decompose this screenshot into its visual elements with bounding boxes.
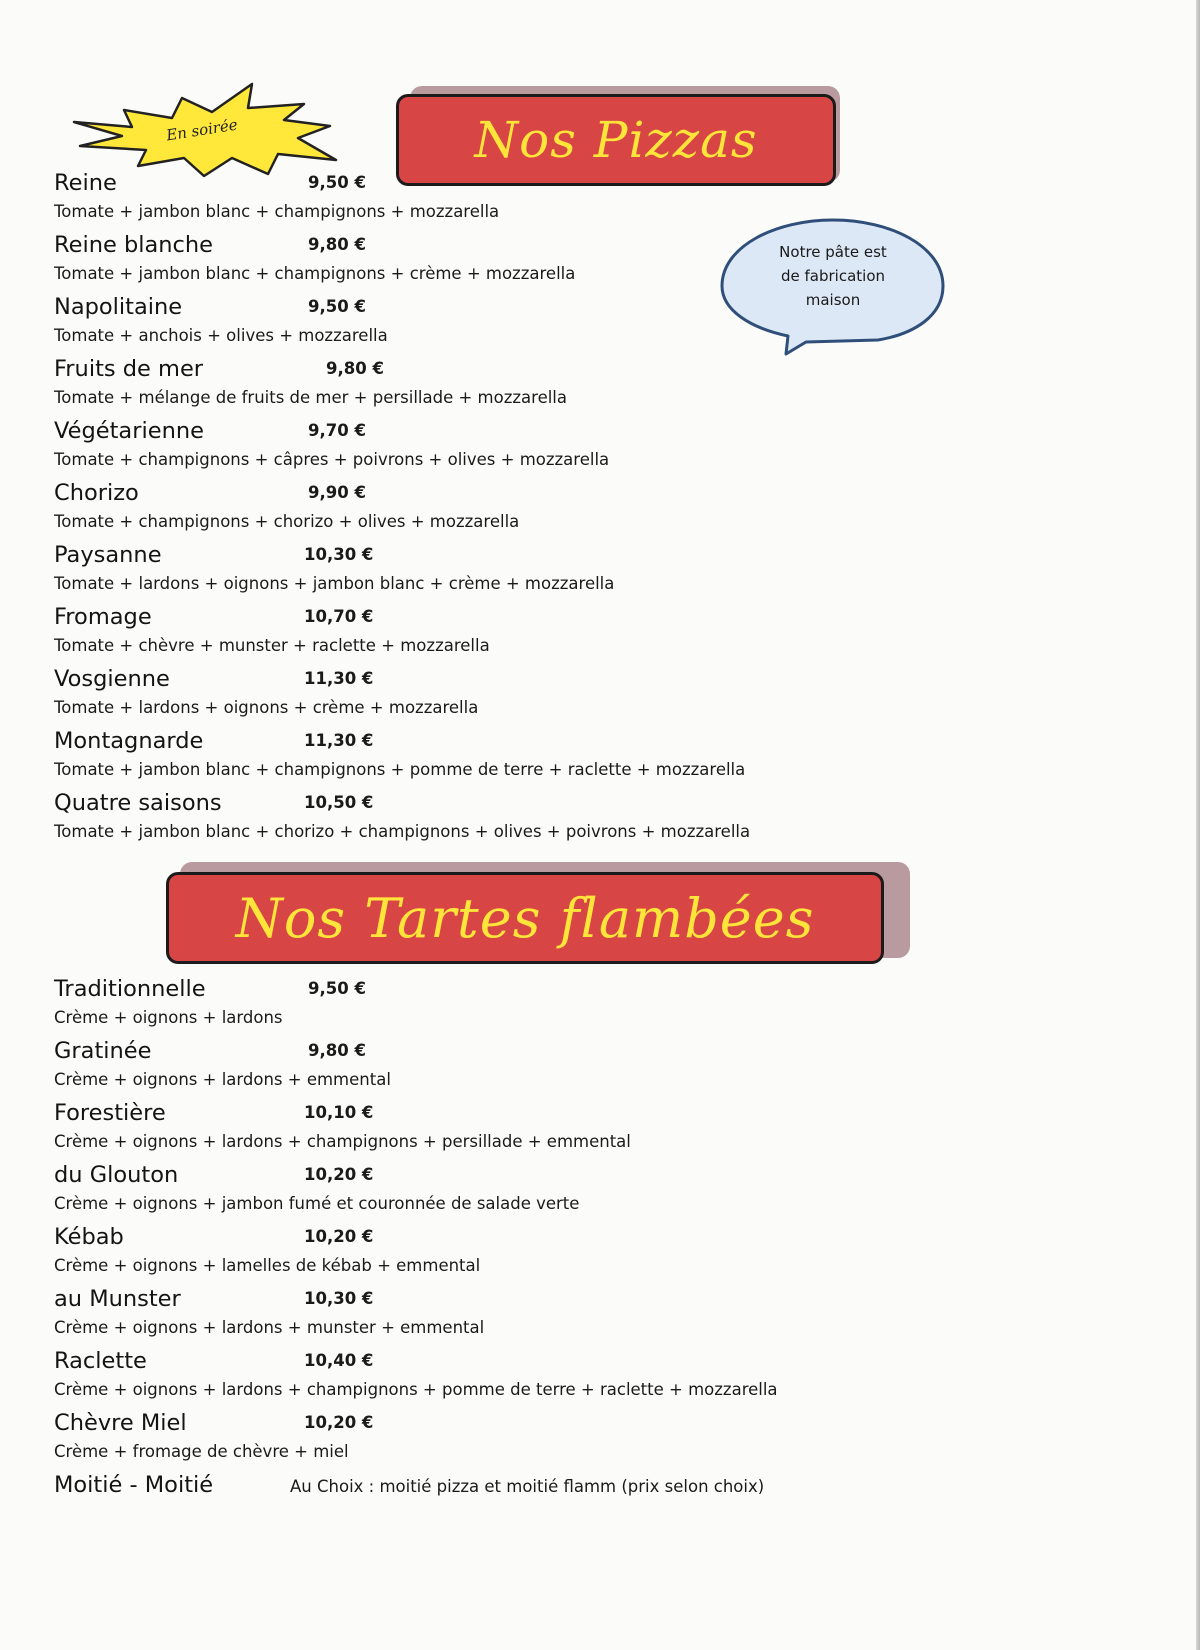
tartes-banner	[166, 862, 912, 968]
item-price: 10,20 €	[304, 1413, 374, 1432]
item-description: Tomate + champignons + câpres + poivrons + olives + mozzarella	[54, 450, 610, 469]
tarte-item	[54, 1036, 934, 1098]
pizza-item	[54, 664, 934, 726]
item-price: 10,50 €	[304, 793, 374, 812]
tarte-item	[54, 1408, 934, 1470]
item-price: 10,20 €	[304, 1165, 374, 1184]
item-description: Tomate + lardons + oignons + crème + mozzarella	[54, 698, 479, 717]
item-price: 10,30 €	[304, 1289, 374, 1308]
item-price: 10,30 €	[304, 545, 374, 564]
item-description: Crème + oignons + lardons + emmental	[54, 1070, 391, 1089]
item-name: Paysanne	[54, 542, 162, 568]
item-name: Napolitaine	[54, 294, 183, 320]
pizza-item	[54, 168, 934, 230]
item-price: 9,50 €	[308, 173, 366, 192]
item-description: Crème + oignons + lardons + champignons + persillade + emmental	[54, 1132, 631, 1151]
tarte-item	[54, 1222, 934, 1284]
item-description: Crème + oignons + lamelles de kébab + emmental	[54, 1256, 481, 1275]
item-price: 10,20 €	[304, 1227, 374, 1246]
item-name: Raclette	[54, 1348, 147, 1374]
item-name: Quatre saisons	[54, 790, 222, 816]
item-description: Crème + oignons + lardons + champignons + pomme de terre + raclette + mozzarella	[54, 1380, 778, 1399]
item-name: du Glouton	[54, 1162, 179, 1188]
item-description: Tomate + mélange de fruits de mer + persillade + mozzarella	[54, 388, 568, 407]
item-name: au Munster	[54, 1286, 181, 1312]
pizza-item	[54, 540, 934, 602]
pizza-item	[54, 478, 934, 540]
item-description: Crème + oignons + lardons + munster + emmental	[54, 1318, 485, 1337]
item-name: Traditionnelle	[54, 976, 206, 1002]
item-description: Tomate + lardons + oignons + jambon blanc + crème + mozzarella	[54, 574, 615, 593]
item-name: Montagnarde	[54, 728, 204, 754]
item-description: Tomate + jambon blanc + chorizo + champignons + olives + poivrons + mozzarella	[54, 822, 751, 841]
bubble-line: Notre pâte est	[779, 243, 887, 261]
pizza-item	[54, 726, 934, 788]
item-name: Chorizo	[54, 480, 139, 506]
item-description: Tomate + jambon blanc + champignons + crème + mozzarella	[54, 264, 576, 283]
item-note: Au Choix : moitié pizza et moitié flamm (prix selon choix)	[290, 1477, 765, 1496]
item-description: Crème + oignons + jambon fumé et couronnée de salade verte	[54, 1194, 580, 1213]
item-description: Tomate + champignons + chorizo + olives + mozzarella	[54, 512, 520, 531]
item-name: Moitié - Moitié	[54, 1472, 214, 1498]
item-price: 9,50 €	[308, 297, 366, 316]
item-name: Gratinée	[54, 1038, 152, 1064]
item-price: 9,80 €	[308, 235, 366, 254]
item-name: Kébab	[54, 1224, 124, 1250]
item-price: 10,10 €	[304, 1103, 374, 1122]
banner-box	[166, 872, 884, 964]
tarte-special-item	[54, 1470, 934, 1532]
pizza-item	[54, 230, 934, 292]
pizzas-title: Nos Pizzas	[474, 111, 758, 169]
tarte-item	[54, 1098, 934, 1160]
pizza-item	[54, 788, 934, 850]
item-name: Reine blanche	[54, 232, 214, 258]
item-price: 9,80 €	[308, 1041, 366, 1060]
tarte-item	[54, 1346, 934, 1408]
item-description: Crème + fromage de chèvre + miel	[54, 1442, 349, 1461]
tarte-item	[54, 1160, 934, 1222]
tarte-item	[54, 974, 934, 1036]
item-name: Chèvre Miel	[54, 1410, 187, 1436]
item-description: Tomate + anchois + olives + mozzarella	[54, 326, 388, 345]
tartes-title: Nos Tartes flambées	[235, 886, 815, 950]
item-price: 9,70 €	[308, 421, 366, 440]
bubble-line: maison	[805, 291, 861, 309]
pizza-item	[54, 292, 934, 354]
item-name: Reine	[54, 170, 117, 196]
item-description: Tomate + chèvre + munster + raclette + mozzarella	[54, 636, 490, 655]
page-edge	[1196, 0, 1200, 1650]
item-price: 9,80 €	[326, 359, 384, 378]
pizza-item	[54, 354, 934, 416]
bubble-line: de fabrication	[780, 267, 886, 285]
item-name: Fromage	[54, 604, 152, 630]
item-description: Crème + oignons + lardons	[54, 1008, 283, 1027]
item-name: Forestière	[54, 1100, 166, 1126]
item-description: Tomate + jambon blanc + champignons + mozzarella	[54, 202, 500, 221]
item-price: 9,90 €	[308, 483, 366, 502]
item-name: Vosgienne	[54, 666, 170, 692]
tarte-item	[54, 1284, 934, 1346]
item-price: 10,40 €	[304, 1351, 374, 1370]
item-price: 10,70 €	[304, 607, 374, 626]
item-price: 11,30 €	[304, 731, 374, 750]
item-price: 9,50 €	[308, 979, 366, 998]
item-description: Tomate + jambon blanc + champignons + pomme de terre + raclette + mozzarella	[54, 760, 746, 779]
pizza-item	[54, 416, 934, 478]
item-price: 11,30 €	[304, 669, 374, 688]
item-name: Végétarienne	[54, 418, 204, 444]
pizza-item	[54, 602, 934, 664]
item-name: Fruits de mer	[54, 356, 204, 382]
badge-text: En soirée	[165, 115, 239, 145]
